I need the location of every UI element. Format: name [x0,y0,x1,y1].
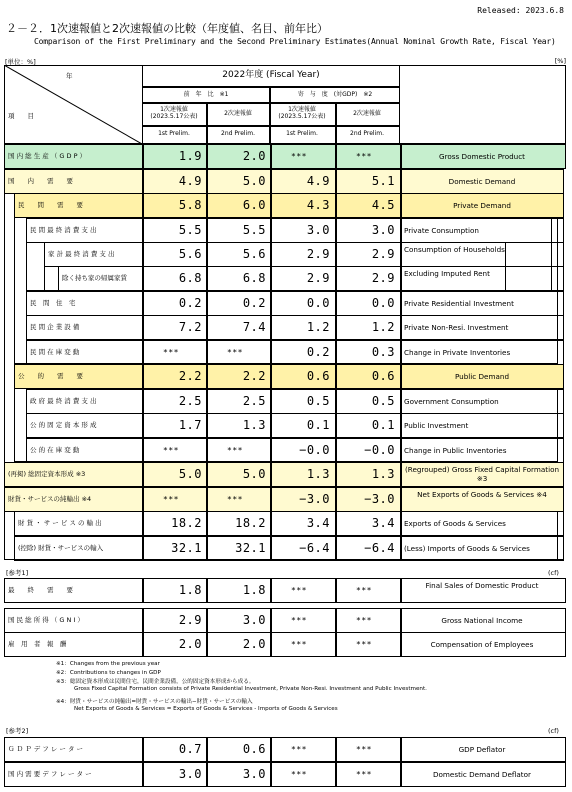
header-second-en: 2nd Prelim. [221,130,255,137]
header-contrib-label: 寄 与 度 (対GDP) ※2 [297,91,373,98]
row-value: *** [163,495,179,504]
row-value: −3.0 [299,492,330,506]
reference-1-label: [参考1] [6,569,29,577]
row-value: *** [356,616,372,625]
row-value: 1.2 [371,320,395,334]
row-value: −6.4 [364,541,395,555]
row-value: 2.9 [371,247,395,261]
row-label-en: Government Consumption [404,397,499,406]
row-label-ja: 国 内 総 生 産 （ G D P ） [8,152,87,160]
note-line: ※3：総固定資本形成は民間住宅，民間企業設備，公的固定資本形成から成る。 [56,679,255,685]
col-divider [400,413,402,438]
row-value: 2.9 [306,247,330,261]
row-label-ja: Ｇ Ｄ Ｐ デ フ レ ー タ ー [8,745,84,753]
row-label-ja: 国 民 総 所 得 （ G N I ） [8,616,84,624]
row-label-en: Domestic Demand Deflator [433,770,531,779]
row-label-ja: 民 間 住 宅 [30,299,76,307]
reference-2-label: [参考2] [6,727,29,735]
header-second-ja: 2次速報値 [353,110,381,117]
row-label-en: Private Non-Resi. Investment [404,323,509,332]
row-value: 0.5 [306,394,330,408]
row-value: 5.8 [178,198,202,212]
header-rule [142,102,400,104]
note-line: Net Exports of Goods & Services = Exports of Goods & Services - Imports of Goods & Services [74,706,338,712]
row-label-en: Change in Private Inventories [404,348,511,357]
row-label-ja: 民 間 在 庫 変 動 [30,348,80,356]
row-value: *** [356,770,372,779]
row-value: *** [291,586,307,595]
col-divider [400,438,402,463]
row-label-ja: 財 貨 ・ サ ー ビ ス の 輸 出 [18,519,102,527]
row-value: 3.4 [371,516,395,530]
row-value: 0.0 [371,296,395,310]
col-divider [400,762,402,787]
row-value: 0.1 [306,418,330,432]
row-label-en: Domestic Demand [448,177,516,186]
header-second-en: 2nd Prelim. [350,130,384,137]
row-value: *** [291,616,307,625]
row-value: 5.0 [242,467,266,481]
row-label-en: Private Consumption [404,226,479,235]
row-label-en: (Less) Imports of Goods & Services [404,544,530,553]
row-label-ja: 最 終 需 要 [8,586,73,594]
col-divider [400,578,402,603]
row-value: 3.4 [306,516,330,530]
row-value: 5.0 [242,174,266,188]
row-value: 7.4 [242,320,266,334]
note-line: ※1：Changes from the previous year [56,661,160,667]
row-value: 5.5 [178,223,202,237]
row-value: 4.3 [306,198,330,212]
row-value: *** [291,152,307,161]
row-value: 1.7 [178,418,202,432]
row-value: 32.1 [235,541,266,555]
row-label-ja: (再掲) 総固定資本形成 ※3 [8,470,86,478]
row-label-en: Excluding Imputed Rent [404,269,490,278]
row-label-en: Gross Domestic Product [439,152,525,161]
row-value: *** [163,348,179,357]
row-value: 32.1 [171,541,202,555]
row-label-en: Consumption of Households [404,245,505,254]
row-label-en: Change in Public Inventories [404,446,507,455]
col-divider [400,511,402,536]
header-second-ja: 2次速報値 [224,110,252,117]
row-value: 1.3 [242,418,266,432]
header-diagonal [4,65,142,144]
row-value: 1.9 [178,149,202,163]
row-value: *** [227,446,243,455]
row-value: 0.6 [371,369,395,383]
row-value: 1.3 [371,467,395,481]
col-divider [400,632,402,657]
header-divider [206,102,208,144]
row-value: 0.7 [178,742,202,756]
row-value: *** [291,745,307,754]
col-divider [400,487,402,512]
col-divider [400,291,402,316]
page-title: ２－２．1次速報値と2次速報値の比較（年度値、名目、前年比） [6,22,328,35]
header-first-ja: 1次速報値 [288,106,316,113]
row-label-ja: 民 間 最 終 消 費 支 出 [30,226,97,234]
reference-1-cf: (cf) [548,569,559,577]
row-value: 5.1 [371,174,395,188]
row-label-en: GDP Deflator [458,745,506,754]
note-line: Gross Fixed Capital Formation consists of Private Residential Investment, Private Non-Resi. Investment and Public Investment. [74,686,427,692]
row-value: *** [291,770,307,779]
header-year-label: 年 [66,72,73,80]
release-date: Released: 2023.6.8 [477,6,564,15]
row-value: 0.5 [371,394,395,408]
col-divider [400,340,402,365]
row-value: 0.0 [306,296,330,310]
row-label-ja: 公 的 需 要 [18,372,83,380]
row-label-en: Private Demand [453,201,511,210]
col-divider [400,193,402,218]
row-value: *** [163,446,179,455]
row-value: 1.3 [306,467,330,481]
row-value: 2.9 [306,271,330,285]
row-value: −0.0 [364,443,395,457]
row-label-en: Public Investment [404,421,469,430]
row-label-ja: 民 間 企 業 設 備 [30,323,80,331]
row-value: 6.8 [242,271,266,285]
col-divider [400,737,402,762]
row-value: *** [356,640,372,649]
row-value: 5.5 [242,223,266,237]
col-divider [400,169,402,194]
row-value: 18.2 [171,516,202,530]
col-divider [400,144,402,169]
row-value: 0.3 [371,345,395,359]
col-divider [400,364,402,389]
col-divider [400,315,402,340]
header-item-label: 項 目 [8,112,34,120]
row-value: *** [356,152,372,161]
row-label-ja: (控除) 財貨・サービスの輸入 [18,544,104,552]
header-growth-label: 前 年 比 ※1 [183,91,229,98]
row-value: 4.9 [306,174,330,188]
row-value: 0.2 [242,296,266,310]
row-value: 2.0 [242,637,266,651]
page-subtitle: Comparison of the First Preliminary and the Second Preliminary Estimates(Annual Nominal Growth Rate, Fiscal Year) [34,37,556,46]
row-value: 1.2 [306,320,330,334]
col-divider [400,218,402,243]
row-label-ja: 家 計 最 終 消 費 支 出 [48,250,115,258]
row-value: 0.6 [242,742,266,756]
row-value: 3.0 [371,223,395,237]
row-value: 0.1 [371,418,395,432]
header-rule [142,125,400,127]
header-fiscal-year: 2022年度 (Fiscal Year) [222,70,320,80]
row-label-ja: 財貨・サービスの純輸出 ※4 [8,495,92,503]
col-divider [400,462,402,487]
note-line: ※4：財貨・サービスの純輸出=財貨・サービスの輸出−財貨・サービスの輸入 [56,699,253,705]
row-value: 7.2 [178,320,202,334]
row-value: 5.6 [178,247,202,261]
row-label-en: (Regrouped) Gross Fixed Capital Formation ※3 [404,465,560,483]
reference-2-cf: (cf) [548,727,559,735]
header-first-date: (2023.5.17公表) [150,113,198,120]
row-label-ja: 政 府 最 終 消 費 支 出 [30,397,97,405]
row-value: 6.0 [242,198,266,212]
unit-right: [%] [554,57,566,65]
row-value: 2.0 [178,637,202,651]
row-value: 3.0 [306,223,330,237]
col-divider [400,389,402,414]
row-value: 2.5 [178,394,202,408]
row-value: 5.0 [178,467,202,481]
row-value: 1.8 [178,583,202,597]
row-label-en: Gross National Income [441,616,523,625]
col-divider [400,608,402,633]
row-value: *** [227,495,243,504]
row-value: 2.2 [242,369,266,383]
header-first-ja: 1次速報値 [160,106,188,113]
row-label-en: Final Sales of Domestic Product [425,581,539,590]
row-value: 2.9 [371,271,395,285]
row-value: 0.2 [178,296,202,310]
col-divider [400,536,402,561]
row-value: 0.6 [306,369,330,383]
row-label-en: Public Demand [454,372,510,381]
row-value: 4.9 [178,174,202,188]
row-value: 2.5 [242,394,266,408]
row-value: −3.0 [364,492,395,506]
header-first-en: 1st Prelim. [158,130,190,137]
row-label-ja: 国 内 需 要 デ フ レ ー タ ー [8,770,92,778]
row-value: 3.0 [242,613,266,627]
row-value: *** [291,640,307,649]
row-value: 6.8 [178,271,202,285]
col-divider [400,266,402,291]
row-value: 2.9 [178,613,202,627]
row-value: −0.0 [299,443,330,457]
row-value: 0.2 [306,345,330,359]
row-value: 3.0 [178,767,202,781]
row-value: 5.6 [242,247,266,261]
row-value: 1.8 [242,583,266,597]
row-value: 4.5 [371,198,395,212]
row-label-en: Private Residential Investment [404,299,514,308]
row-value: 2.2 [178,369,202,383]
row-label-ja: 公 的 在 庫 変 動 [30,446,80,454]
row-label-ja: 雇 用 者 報 酬 [8,640,67,648]
row-label-en: Net Exports of Goods & Services ※4 [417,490,547,499]
row-label-en: Compensation of Employees [430,640,534,649]
row-label-ja: 除く持ち家の帰属家賃 [62,274,127,282]
row-label-ja: 国 内 需 要 [8,177,73,185]
unit-left: [単位：%] [5,58,36,66]
row-value: *** [356,586,372,595]
header-divider [335,102,337,144]
row-value: −6.4 [299,541,330,555]
row-value: 18.2 [235,516,266,530]
row-value: 3.0 [242,767,266,781]
row-value: 2.0 [242,149,266,163]
col-divider [400,242,402,267]
row-value: *** [356,745,372,754]
row-value: *** [227,348,243,357]
header-first-en: 1st Prelim. [286,130,318,137]
header-first-date: (2023.5.17公表) [278,113,326,120]
row-label-ja: 公 的 固 定 資 本 形 成 [30,421,97,429]
row-label-ja: 民 間 需 要 [18,201,83,209]
row-label-en: Exports of Goods & Services [404,519,506,528]
note-line: ※2：Contributions to changes in GDP [56,670,161,676]
